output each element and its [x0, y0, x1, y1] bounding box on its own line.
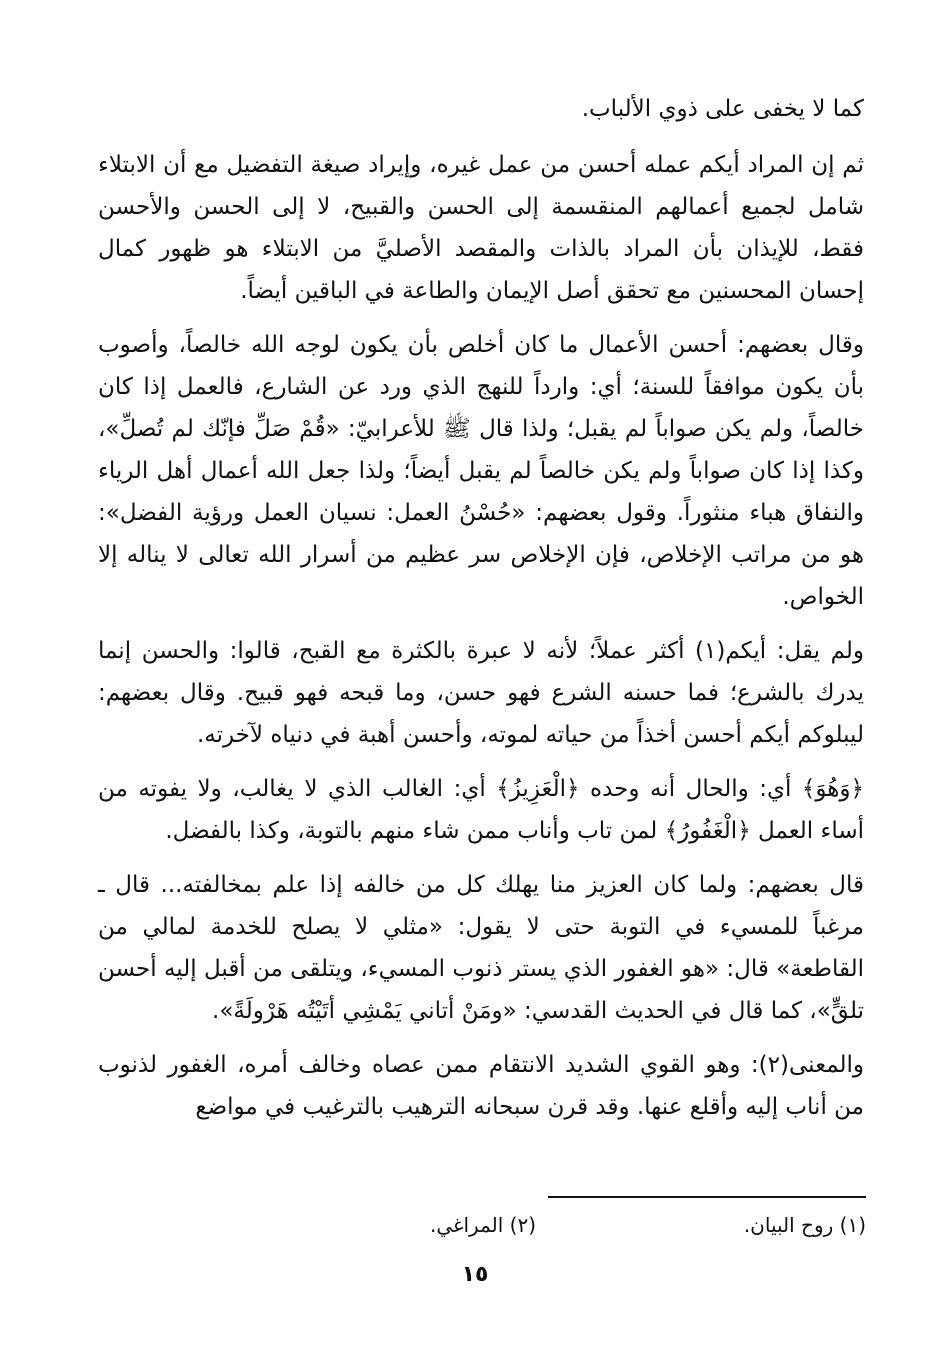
paragraph: ولم يقل: أيكم(١) أكثر عملاً؛ لأنه لا عبرة بالكثرة مع القبح، قالوا: والحسن إنما يدرك بالشرع؛ فما حسنه الشرع فهو حسن، وما قبحه فهو قبيح. وقال بعضهم: ليبلوكم أيكم أحسن أخذاً من حياته لموته، وأحسن أهبة في دنياه لآخرته. — [98, 638, 864, 748]
footnote-divider — [548, 1196, 866, 1198]
page-number: ١٥ — [461, 1262, 489, 1287]
footnote-1: (١) روح البيان. — [743, 1213, 866, 1237]
footnote-2: (٢) المراغي. — [429, 1213, 536, 1237]
paragraph: وقال بعضهم: أحسن الأعمال ما كان أخلص بأن يكون لوجه الله خالصاً، وأصوب بأن يكون موافقاً للسنة؛ أي: وارداً للنهج الذي ورد عن الشارع، فالعمل إذا كان خالصاً، ولم يكن صواباً لم يقبل؛ ولذا قال ﷺ للأعرابيّ: «قُمْ صَلِّ فإنّك لم تُصلِّ»، وكذا إذا كان صواباً ولم يكن خالصاً لم يقبل أيضاً؛ ولذا جعل الله أعمال أهل الرياء والنفاق هباء منثوراً. وقول بعضهم: «حُسْنُ العمل: نسيان العمل ورؤية الفضل»: هو من مراتب الإخلاص، فإن الإخلاص سر عظيم من أسرار الله تعالى لا يناله إلا الخواص. — [98, 332, 864, 610]
footnotes — [300, 1208, 866, 1248]
main-text — [98, 88, 864, 1140]
paragraph: قال بعضهم: ولما كان العزيز منا يهلك كل من خالفه إذا علم بمخالفته... قال ـ مرغباً للمسيء في التوبة حتى لا يقول: «مثلي لا يصلح للخدمة لمالي من القاطعة» قال: «هو الغفور الذي يستر ذنوب المسيء، ويتلقى من أقبل إليه أحسن تلقٍّ»، كما قال في الحديث القدسي: «ومَنْ أتاني يَمْشِي أتَيْتُه هَرْولَةً». — [98, 872, 864, 1024]
paragraph: ﴿وَهُوَ﴾ أي: والحال أنه وحده ﴿الْعَزِيزُ﴾ أي: الغالب الذي لا يغالب، ولا يفوته من أساء العمل ﴿الْغَفُورُ﴾ لمن تاب وأناب ممن شاء منهم بالتوبة، وكذا بالفضل. — [98, 776, 864, 844]
paragraph: كما لا يخفى على ذوي الألباب. — [581, 96, 864, 122]
paragraph: ثم إن المراد أيكم عمله أحسن من عمل غيره، وإيراد صيغة التفضيل مع أن الابتلاء شامل لجميع أعمالهم المنقسمة إلى الحسن والقبيح، لا إلى الحسن والأحسن فقط، للإيذان بأن المراد بالذات والمقصد الأصليَّ من الابتلاء هو ظهور كمال إحسان المحسنين مع تحقق أصل الإيمان والطاعة في الباقين أيضاً. — [98, 152, 864, 304]
paragraph: والمعنى(٢): وهو القوي الشديد الانتقام ممن عصاه وخالف أمره، الغفور لذنوب من أناب إليه وأقلع عنها. وقد قرن سبحانه الترهيب بالترغيب في مواضع — [98, 1052, 864, 1120]
